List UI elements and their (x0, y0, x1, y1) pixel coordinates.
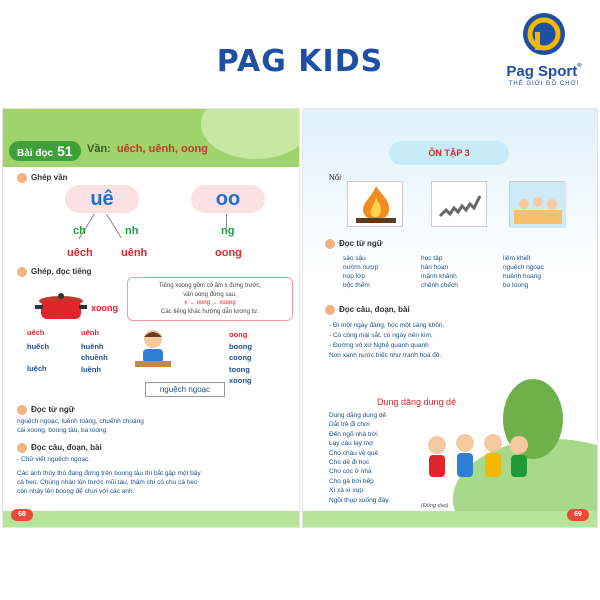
words-col1: sáo sậu nườm nượp họp lớp bộc thếm (343, 255, 379, 289)
combined-uech: uêch (67, 247, 93, 259)
reading-paragraph: Các anh thủy thủ đang đứng trên boong tàu thì bắt gặp một bầy cá heo. Chúng nhào lộn trước mũi tàu, thậm chí có chú cá heo còn nhảy lên boong để chơi với các anh. (17, 470, 201, 495)
left-page-number: 68 (11, 509, 33, 521)
right-page-number: 69 (567, 509, 589, 521)
reader-icon (325, 305, 335, 315)
left-page (2, 108, 300, 528)
section-noi: Nối (329, 173, 342, 182)
girl-icon (17, 173, 27, 183)
col2-header: uênh (81, 328, 99, 337)
poem-title: Dung dăng dung dẻ (377, 397, 457, 407)
children-dancing-icon (423, 431, 533, 491)
right-page (302, 108, 598, 528)
reader-icon (17, 443, 27, 453)
pot-icon (35, 293, 87, 323)
reader-icon (17, 405, 27, 415)
brand-title: PAG KIDS (216, 44, 384, 79)
section-ghep-van: Ghép vần (17, 173, 67, 183)
lesson-badge: Bài đọc 51 (9, 141, 81, 161)
section-right-doc-cau: Đọc câu, đoạn, bài (325, 305, 410, 315)
vowel-oo: oo (191, 185, 265, 213)
words-col2: học tập hân hoan mảnh khảnh chênh chếch (421, 255, 458, 289)
words-list: nguệch ngoạc, tuềnh toàng, chuếnh choáng cái xoong, boong tàu, ba toong (17, 418, 144, 434)
write-line: - Chữ viết nguệch ngoạc. (17, 456, 91, 463)
poem-lines: Dung dăng dung dẻ Dắt trẻ đi chơi Đến ngõ nhà trời Lạy cậu lạy mợ Cho cháu về quê Cho dê đi học Cho cóc ở nhà Cho gà bới bếp Xì xà xì xụp Ngồi thụp xuống đây. (329, 412, 390, 504)
boy-writing-icon (131, 327, 175, 371)
poem-credit: (Đồng dao) (421, 503, 449, 509)
consonant-ng: ng (221, 225, 235, 237)
spring-icon (432, 182, 488, 228)
boy-icon (17, 267, 27, 277)
logo-name: Pag Sport® (506, 63, 582, 80)
sentence-4: Non xanh nước biếc như tranh họa đồ. (329, 352, 442, 359)
section-right-doc-tu-ngu: Đọc từ ngữ (325, 239, 383, 249)
consonant-nh: nh (125, 225, 139, 237)
col3-words: boong coong toong xoong (229, 342, 252, 386)
section-doc-cau: Đọc câu, đoạn, bài (17, 443, 102, 453)
grass-decoration (303, 511, 597, 527)
consonant-ch: ch (73, 225, 86, 237)
fire-image (347, 181, 403, 227)
section-doc-tu-ngu: Đọc từ ngữ (17, 405, 75, 415)
col2-words: huênh chuềnh luềnh (81, 342, 108, 374)
fire-icon (348, 182, 404, 228)
words-col3: liêm khiết nguệch ngoạc huênh hoang bo toong (503, 255, 544, 289)
vowel-ue: uê (65, 185, 139, 213)
classroom-icon (510, 182, 566, 228)
book-spread (2, 108, 598, 528)
review-title: ÔN TẬP 3 (389, 141, 509, 165)
col1-header: uêch (27, 328, 45, 337)
pot-word: xoong (91, 303, 118, 313)
grass-decoration (3, 511, 299, 527)
logo-tagline: THẾ GIỚI ĐỒ CHƠI (508, 81, 580, 87)
image-caption: nguệch ngoạc (145, 382, 225, 397)
pag-sport-logo[interactable] (496, 12, 592, 104)
sentence-2: - Có công mài sắt, có ngày nên kim. (329, 332, 433, 339)
reader-icon (325, 239, 335, 249)
combined-oong: oong (215, 247, 242, 259)
spring-image (431, 181, 487, 227)
lesson-rhymes: Vần: uêch, uênh, oong (87, 143, 208, 155)
section-ghep-doc-tieng: Ghép, đọc tiếng (17, 267, 91, 277)
sentence-3: - Đường vô xứ Nghệ quanh quanh (329, 342, 429, 349)
logo-p-icon (522, 12, 566, 56)
callout-box: Tiếng xoong gồm có âm x đứng trước, vần oong đứng sau. x → oong → xoong Các tiếng khác hướng dẫn tương tự. (127, 277, 293, 321)
sentence-1: - Đi một ngày đàng, học một sàng khôn. (329, 322, 445, 329)
col3-header: oong (229, 330, 248, 339)
col1-words: huếch luệch (27, 342, 50, 374)
combined-uenh: uênh (121, 247, 148, 259)
classroom-image (509, 181, 565, 227)
